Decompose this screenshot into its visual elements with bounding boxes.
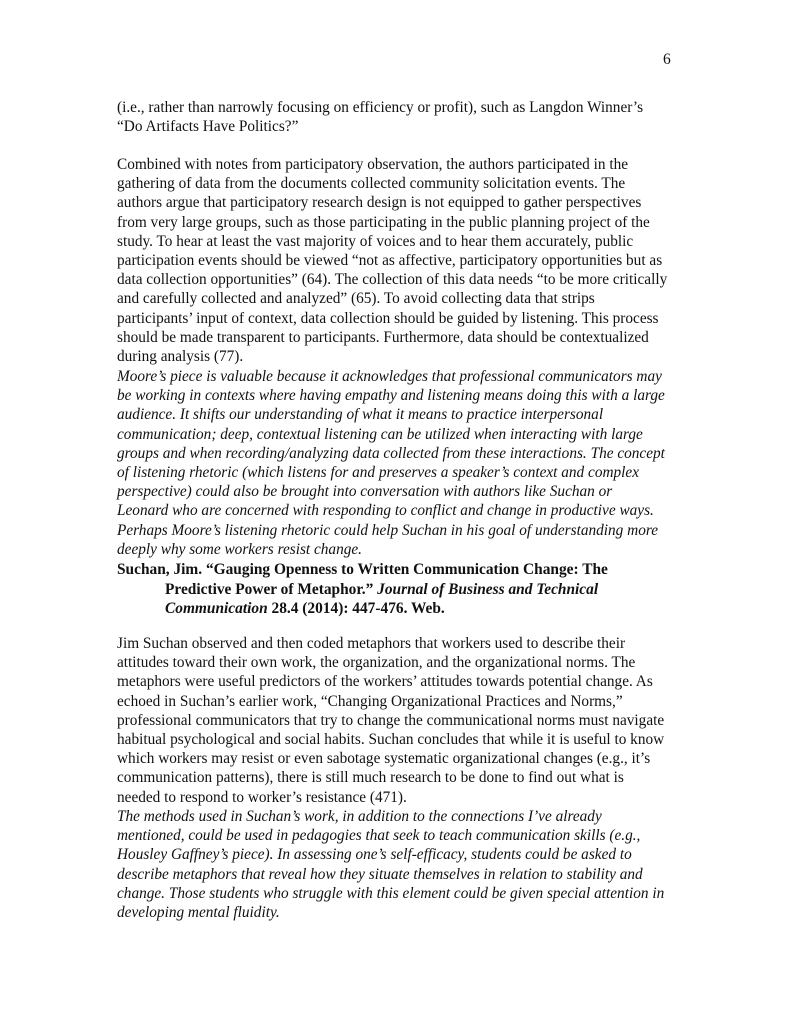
text-line: should be made transparent to participants. Furthermore, data should be contextualized (117, 328, 649, 346)
text-line: authors argue that participatory research design is not equipped to gather perspectives (117, 194, 642, 212)
text-line: be working in contexts where having empathy and listening means doing this with a large (117, 387, 665, 405)
citation-title-end: Predictive Power of Metaphor.” (165, 580, 374, 598)
page-number: 6 (663, 51, 671, 68)
text-line: attitudes toward their own work, the organization, and the organizational norms. The (117, 654, 636, 672)
text-line: data collection opportunities” (64). The collection of this data needs “to be more critically (117, 271, 668, 289)
citation-journal: Communication (165, 600, 268, 618)
text-line: developing mental fluidity. (117, 904, 280, 922)
text-line: during analysis (77). (117, 348, 244, 366)
text-line: from very large groups, such as those participating in the public planning project of the (117, 213, 650, 231)
text-line: communication; deep, contextual listening can be utilized when interacting with large (117, 425, 643, 443)
citation-line: Suchan, Jim. “Gauging Openness to Written Communication Change: The (117, 561, 608, 578)
text-line: groups and when recording/analyzing data collected from these interactions. The concept (117, 444, 665, 462)
paragraph-commentary-moore (117, 367, 682, 559)
citation-journal: Journal of Business and Technical (377, 580, 599, 598)
citation-line (117, 599, 697, 619)
text-line: The methods used in Suchan’s work, in addition to the connections I’ve already (117, 808, 602, 825)
text-line: study. To hear at least the vast majority of voices and to hear them accurately, public (117, 232, 634, 250)
text-line: Moore’s piece is valuable because it acknowledges that professional communicators may (117, 368, 662, 385)
text-line: which workers may resist or even sabotage systematic organizational changes (e.g., it’s (117, 750, 651, 768)
text-line: Jim Suchan observed and then coded metaphors that workers used to describe their (117, 635, 626, 652)
text-line: describe metaphors that reveal how they situate themselves in relation to stability and (117, 865, 643, 883)
text-line: of listening rhetoric (which listens for and preserves a speaker’s context and complex (117, 464, 639, 482)
text-line: habitual psychological and social habits. Suchan concludes that while it is useful to know (117, 731, 665, 749)
text-line: metaphors were useful predictors of the workers’ attitudes towards potential change. As (117, 673, 653, 691)
text-line: Perhaps Moore’s listening rhetoric could help Suchan in his goal of understanding more (117, 521, 659, 539)
text-line: professional communicators that try to change the communicational norms must navigate (117, 711, 665, 729)
citation-line (117, 580, 697, 600)
paragraph-commentary-suchan (117, 807, 682, 922)
text-line: needed to respond to worker’s resistance (471). (117, 788, 407, 806)
text-line: change. Those students who struggle with this element could be given special attention in (117, 884, 665, 902)
text-line: communication patterns), there is still much research to be done to find out what is (117, 769, 624, 787)
paragraph-summary-suchan (117, 634, 682, 807)
text-line: echoed in Suchan’s earlier work, “Changing Organizational Practices and Norms,” (117, 692, 623, 710)
text-line: participants’ input of context, data collection should be guided by listening. This process (117, 309, 659, 327)
text-line: deeply why some workers resist change. (117, 540, 362, 558)
bibliography-citation-suchan (117, 560, 697, 619)
text-line: Leonard who are concerned with responding to conflict and change in productive ways. (117, 502, 654, 520)
text-line: mentioned, could be used in pedagogies that seek to teach communication skills (e.g., (117, 827, 641, 845)
text-line: Housley Gaffney’s piece). In assessing one’s self-efficacy, students could be asked to (117, 846, 632, 864)
text-line: Combined with notes from participatory observation, the authors participated in the (117, 156, 629, 173)
paragraph-winner-reference (117, 98, 682, 136)
text-line: perspective) could also be brought into conversation with authors like Suchan or (117, 483, 613, 501)
text-line: and carefully collected and analyzed” (65). To avoid collecting data that strips (117, 290, 595, 308)
citation-volume-pages: 28.4 (2014): 447-476. Web. (271, 600, 445, 618)
text-line: (i.e., rather than narrowly focusing on efficiency or profit), such as Langdon Winner’s (117, 99, 644, 116)
text-line: audience. It shifts our understanding of what it means to practice interpersonal (117, 406, 604, 424)
text-line: gathering of data from the documents collected community solicitation events. The (117, 175, 626, 193)
text-line: “Do Artifacts Have Politics?” (117, 118, 299, 136)
text-line: participation events should be viewed “not as affective, participatory opportunities but as (117, 252, 663, 270)
paragraph-summary-moore (117, 155, 682, 366)
